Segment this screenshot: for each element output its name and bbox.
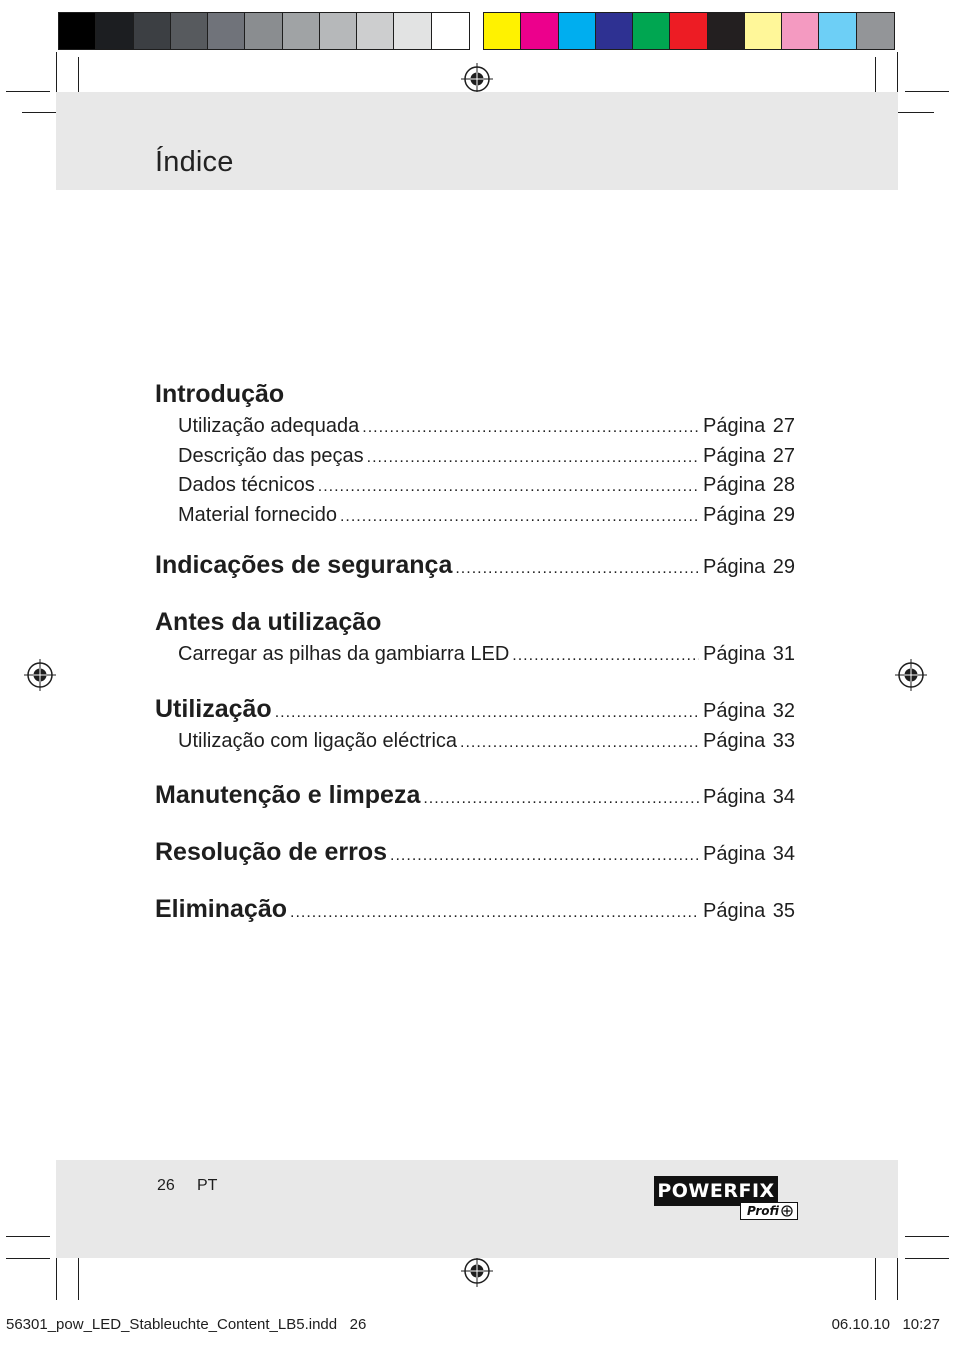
- registration-mark-icon: [461, 63, 493, 95]
- crop-mark: [6, 1258, 50, 1259]
- table-of-contents: [155, 380, 795, 930]
- toc-page-number: 34: [772, 786, 795, 808]
- dot-leader: [318, 478, 699, 496]
- toc-page-number: 27: [772, 415, 795, 437]
- toc-heading: Eliminação: [155, 895, 287, 923]
- logo-sub-text: Profi: [746, 1204, 779, 1218]
- toc-page-number: 34: [772, 843, 795, 865]
- logo-sub-badge: [740, 1202, 798, 1220]
- toc-entry[interactable]: [155, 730, 795, 760]
- footer-language: PT: [197, 1177, 218, 1194]
- toc-page-number: 31: [772, 643, 795, 665]
- gray-swatch: [59, 13, 96, 49]
- gray-swatch: [171, 13, 208, 49]
- page-title: Índice: [155, 146, 234, 178]
- toc-entry-label: Material fornecido: [178, 503, 337, 526]
- toc-page-number: 35: [772, 900, 795, 922]
- gray-swatch: [320, 13, 357, 49]
- gray-swatch: [283, 13, 320, 49]
- toc-entry-label: Utilização com ligação eléctrica: [178, 729, 458, 752]
- toc-section-erros: [155, 838, 795, 873]
- gray-swatch: [245, 13, 282, 49]
- color-swatch: [819, 13, 856, 49]
- color-swatch: [708, 13, 745, 49]
- toc-page-word: Página: [703, 786, 766, 808]
- slug-filename: 56301_pow_LED_Stableuchte_Content_LB5.indd 26: [6, 1316, 367, 1333]
- dot-leader: [512, 647, 699, 665]
- crop-mark: [905, 1258, 949, 1259]
- dot-leader: [455, 560, 699, 578]
- crop-mark: [56, 1256, 57, 1300]
- color-swatch: [521, 13, 558, 49]
- gray-swatch: [134, 13, 171, 49]
- dot-leader: [460, 734, 699, 752]
- toc-heading-entry[interactable]: [155, 838, 795, 873]
- crop-mark: [897, 1256, 898, 1300]
- toc-section-utilizacao: [155, 695, 795, 760]
- toc-page-word: Página: [703, 503, 766, 526]
- color-swatch: [782, 13, 819, 49]
- toc-heading-entry[interactable]: [155, 895, 795, 930]
- dot-leader: [290, 904, 699, 922]
- toc-section-antes: [155, 608, 795, 673]
- crop-mark: [78, 1256, 79, 1300]
- toc-page-word: Página: [703, 474, 766, 496]
- toc-entry[interactable]: [155, 504, 795, 534]
- toc-entry[interactable]: [155, 415, 795, 445]
- crop-mark: [6, 1236, 50, 1237]
- dot-leader: [275, 704, 699, 722]
- toc-page-word: Página: [703, 415, 766, 437]
- dot-leader: [390, 847, 699, 865]
- spacer: [155, 586, 795, 608]
- crop-mark: [6, 91, 50, 92]
- gray-swatch: [432, 13, 469, 49]
- crop-mark: [905, 91, 949, 92]
- toc-section-eliminacao: [155, 895, 795, 930]
- spacer: [155, 533, 795, 551]
- dot-leader: [362, 419, 699, 437]
- toc-heading-entry[interactable]: [155, 695, 795, 730]
- toc-page-number: 29: [772, 503, 795, 526]
- toc-page-number: 29: [772, 556, 795, 578]
- footer-page-number: 26: [157, 1177, 175, 1194]
- crop-mark: [56, 52, 57, 96]
- toc-entry[interactable]: [155, 643, 795, 673]
- toc-heading: Indicações de segurança: [155, 551, 453, 579]
- powerfix-logo: [654, 1176, 798, 1220]
- dot-leader: [367, 449, 699, 467]
- toc-entry-label: Carregar as pilhas da gambiarra LED: [178, 643, 510, 665]
- registration-mark-icon: [24, 659, 56, 691]
- gray-swatch: [357, 13, 394, 49]
- gray-calibration-bar: [58, 12, 470, 50]
- crop-mark: [905, 1236, 949, 1237]
- toc-entry-label: Utilização adequada: [178, 415, 360, 437]
- toc-heading-row: [155, 380, 795, 415]
- color-swatch: [484, 13, 521, 49]
- toc-page-number: 28: [772, 474, 795, 496]
- toc-page-word: Página: [703, 843, 766, 865]
- toc-page-word: Página: [703, 556, 766, 578]
- process-color-bar: [483, 12, 895, 50]
- crop-mark: [897, 52, 898, 96]
- toc-page-word: Página: [703, 643, 766, 665]
- color-swatch: [745, 13, 782, 49]
- toc-entry[interactable]: [155, 474, 795, 504]
- registration-mark-icon: [461, 1255, 493, 1287]
- gray-swatch: [96, 13, 133, 49]
- color-swatch: [559, 13, 596, 49]
- plus-circle-icon: [781, 1205, 793, 1217]
- toc-page-word: Página: [703, 699, 766, 722]
- toc-heading: Manutenção e limpeza: [155, 781, 421, 809]
- toc-page-number: 32: [772, 699, 795, 722]
- toc-heading-row: [155, 608, 795, 643]
- toc-section-manutencao: [155, 781, 795, 816]
- toc-heading[interactable]: Introdução: [155, 380, 285, 408]
- toc-page-word: Página: [703, 900, 766, 922]
- spacer: [155, 816, 795, 838]
- spacer: [155, 873, 795, 895]
- spacer: [155, 673, 795, 695]
- color-swatch: [857, 13, 894, 49]
- toc-entry-label: Dados técnicos: [178, 474, 315, 496]
- toc-heading: Utilização: [155, 694, 272, 723]
- toc-page-word: Página: [703, 444, 766, 467]
- toc-heading[interactable]: Antes da utilização: [155, 608, 382, 636]
- toc-entry[interactable]: [155, 445, 795, 475]
- dot-leader: [340, 508, 699, 526]
- toc-page-number: 33: [772, 729, 795, 752]
- toc-page-word: Página: [703, 729, 766, 752]
- toc-section-introducao: [155, 380, 795, 533]
- gray-swatch: [394, 13, 431, 49]
- toc-page-number: 27: [772, 444, 795, 467]
- toc-heading-entry[interactable]: [155, 551, 795, 586]
- dot-leader: [423, 790, 699, 808]
- toc-heading: Resolução de erros: [155, 838, 388, 866]
- toc-heading-entry[interactable]: [155, 781, 795, 816]
- toc-entry-label: Descrição das peças: [178, 444, 364, 467]
- gray-swatch: [208, 13, 245, 49]
- color-swatch: [633, 13, 670, 49]
- toc-section-seguranca: [155, 551, 795, 586]
- spacer: [155, 759, 795, 781]
- color-swatch: [596, 13, 633, 49]
- slug-datetime: 06.10.10 10:27: [831, 1316, 940, 1333]
- crop-mark: [875, 1256, 876, 1300]
- color-swatch: [670, 13, 707, 49]
- registration-mark-icon: [895, 659, 927, 691]
- logo-wordmark: POWERFIX: [654, 1176, 778, 1206]
